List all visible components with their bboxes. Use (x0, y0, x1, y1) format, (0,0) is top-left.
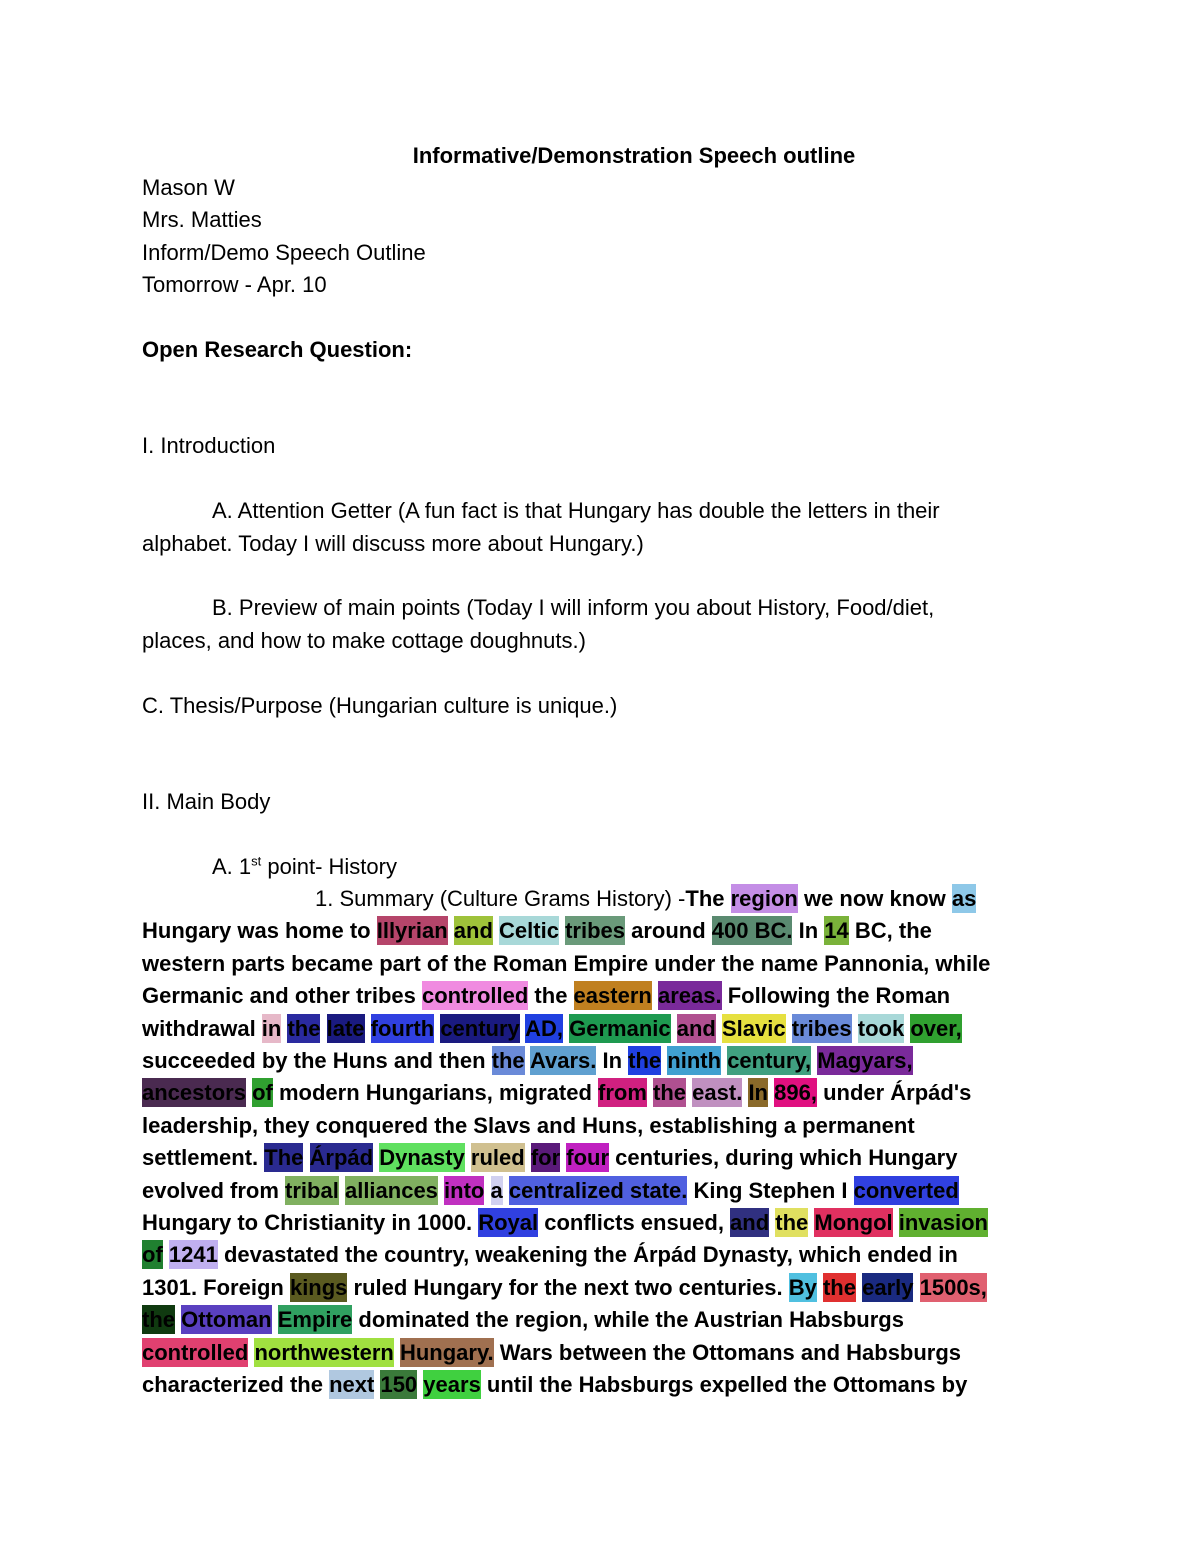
paragraph-text: Hungary to Christianity in 1000. (142, 1210, 479, 1235)
paragraph-text (671, 1016, 677, 1041)
paragraph-text: we now know (797, 886, 952, 911)
intro-heading: I. Introduction (142, 433, 276, 458)
highlighted-word: AD, (525, 1015, 563, 1041)
highlighted-word: region (730, 886, 798, 911)
paragraph-text: western parts became part of the Roman Empire under the name Pannonia, while (142, 950, 991, 976)
highlighted-word: and (453, 918, 493, 944)
highlighted-word: 400 BC. (711, 918, 793, 944)
paragraph-text (913, 1275, 919, 1300)
student-name: Mason W (142, 175, 235, 200)
highlighted-word: and (676, 1015, 716, 1041)
highlighted-word: Celtic (499, 918, 559, 944)
highlighted-word: next (329, 1372, 375, 1397)
paragraph-line (142, 1014, 962, 1044)
point-a-suffix: point- History (261, 854, 397, 879)
paragraph-line (142, 1208, 988, 1238)
paragraph-text (163, 1242, 169, 1267)
highlighted-word: converted (853, 1177, 959, 1203)
paragraph-text: King Stephen I (687, 1177, 854, 1203)
preview-line2: places, and how to make cottage doughnuts.) (142, 628, 586, 653)
highlighted-word: centralized state. (508, 1177, 688, 1203)
paragraph-text: Germanic and other tribes (142, 983, 422, 1009)
paragraph-text: under Árpád's (816, 1080, 972, 1106)
paragraph-text: characterized the (142, 1372, 330, 1397)
highlighted-word: the (287, 1015, 321, 1041)
highlighted-word: Slavic (721, 1015, 786, 1041)
paragraph-line (142, 1143, 957, 1173)
paragraph-line (142, 1111, 915, 1141)
highlighted-word: invasion (898, 1210, 988, 1235)
highlighted-word: the (142, 1307, 175, 1333)
attention-getter-line2: alphabet. Today I will discuss more about Hungary.) (142, 531, 644, 556)
highlighted-word: century, (727, 1048, 812, 1073)
highlighted-word: of (252, 1080, 273, 1106)
highlighted-word: over, (910, 1015, 962, 1041)
highlighted-word: 1500s, (919, 1274, 987, 1300)
paragraph-line (142, 1078, 971, 1108)
paragraph-text: settlement. (142, 1145, 265, 1171)
document-title: Informative/Demonstration Speech outline (412, 143, 856, 168)
paragraph-text: succeeded by the Huns and then (142, 1048, 492, 1073)
highlighted-word: as (951, 886, 977, 911)
highlighted-word: Mongol (814, 1210, 893, 1235)
teacher-name: Mrs. Matties (142, 207, 262, 232)
paragraph-line (142, 1046, 913, 1076)
paragraph-text: withdrawal (142, 1015, 262, 1041)
highlighted-word: alliances (344, 1177, 438, 1203)
highlighted-word: Magyars, (817, 1048, 913, 1073)
highlighted-word: 896, (774, 1080, 817, 1106)
highlighted-word: By (788, 1274, 817, 1300)
paragraph-text (786, 1016, 792, 1041)
highlighted-word: Empire (277, 1307, 353, 1333)
highlighted-word: In (748, 1080, 768, 1106)
highlighted-word: of (142, 1242, 163, 1268)
paragraph-line (142, 1240, 958, 1270)
highlighted-word: 1241 (168, 1242, 218, 1268)
highlighted-word: the (491, 1048, 525, 1073)
highlighted-word: took (857, 1015, 905, 1041)
highlighted-word: a (490, 1177, 503, 1203)
highlighted-word: from (598, 1080, 647, 1106)
paragraph-line (142, 981, 950, 1011)
highlighted-word: century (440, 1015, 520, 1041)
highlighted-word: Avars. (529, 1048, 597, 1073)
highlighted-word: 150 (380, 1372, 418, 1397)
paragraph-text (893, 1210, 899, 1235)
highlighted-word: Illyrian (376, 918, 448, 944)
highlighted-word: Ottoman (181, 1307, 272, 1333)
highlighted-word: into (444, 1177, 485, 1203)
highlighted-word: the (822, 1274, 856, 1300)
paragraph-text: The (685, 886, 731, 911)
highlighted-word: east. (692, 1080, 743, 1106)
paragraph-text (320, 1016, 326, 1041)
paragraph-text: until the Habsburgs expelled the Ottomans by (480, 1372, 968, 1397)
paragraph-text (365, 1016, 371, 1041)
paragraph-line (142, 916, 932, 946)
highlighted-word: late (326, 1015, 365, 1041)
paragraph-text (525, 1145, 531, 1170)
highlighted-word: years (423, 1372, 481, 1397)
highlighted-word: northwestern (254, 1339, 394, 1365)
paragraph-line (685, 884, 976, 914)
paragraph-line (142, 1305, 904, 1335)
highlighted-word: in (261, 1015, 282, 1041)
paragraph-text: modern Hungarians, migrated (272, 1080, 599, 1106)
paragraph-text (272, 1307, 278, 1332)
highlighted-word: tribes (791, 1015, 852, 1041)
highlighted-word: ruled (470, 1145, 525, 1171)
point-a-superscript: st (251, 853, 262, 869)
highlighted-word: fourth (370, 1015, 435, 1041)
highlighted-word: Royal (478, 1210, 539, 1235)
paragraph-text (852, 1016, 858, 1041)
paragraph-text (484, 1178, 490, 1203)
paragraph-text: dominated the region, while the Austrian Habsburgs (352, 1307, 904, 1333)
highlighted-word: ancestors (142, 1080, 246, 1106)
highlighted-word: The (264, 1145, 304, 1171)
highlighted-word: Árpád (309, 1145, 374, 1171)
paragraph-text: In (792, 918, 825, 944)
attention-getter-line1: A. Attention Getter (A fun fact is that Hungary has double the letters in their (212, 498, 940, 523)
paragraph-text: BC, the (848, 918, 932, 944)
point-a-prefix: A. 1 (212, 854, 252, 879)
highlighted-word: the (653, 1080, 687, 1106)
paragraph-text: centuries, during which Hungary (609, 1145, 958, 1171)
highlighted-word: tribes (565, 918, 625, 944)
paragraph-line (142, 1370, 967, 1400)
highlighted-word: Dynasty (379, 1145, 465, 1171)
research-question-label: Open Research Question: (142, 337, 413, 362)
paragraph-text (503, 1178, 509, 1203)
paragraph-text: devastated the country, weakening the Árpád Dynasty, which ended in (217, 1242, 958, 1268)
paragraph-text (303, 1145, 309, 1170)
paragraph-text: leadership, they conquered the Slavs and Huns, establishing a permanent (142, 1112, 915, 1138)
paragraph-text: the (528, 983, 574, 1009)
paragraph-text: evolved from (142, 1177, 286, 1203)
highlighted-word: Germanic (569, 1015, 671, 1041)
point-a-history (212, 852, 397, 882)
paragraph-text: Following the Roman (721, 983, 951, 1009)
highlighted-word: early (862, 1274, 914, 1300)
paragraph-text: Wars between the Ottomans and Habsburgs (493, 1339, 962, 1365)
paragraph-line (142, 1176, 959, 1206)
highlighted-word: areas. (657, 983, 722, 1009)
highlighted-word: for (530, 1145, 561, 1171)
highlighted-word: controlled (421, 983, 529, 1009)
paragraph-line (142, 949, 990, 979)
preview-line1: B. Preview of main points (Today I will inform you about History, Food/diet, (212, 595, 935, 620)
paragraph-text: around (624, 918, 712, 944)
paragraph-line (142, 1338, 961, 1368)
due-date: Tomorrow - Apr. 10 (142, 272, 327, 297)
highlighted-word: kings (289, 1274, 348, 1300)
highlighted-word: four (566, 1145, 610, 1171)
paragraph-text (465, 1145, 471, 1170)
highlighted-word: and (730, 1210, 770, 1235)
highlighted-word: controlled (142, 1339, 249, 1365)
paragraph-text: Hungary was home to (142, 918, 377, 944)
highlighted-word: 14 (824, 918, 849, 944)
thesis-line: C. Thesis/Purpose (Hungarian culture is unique.) (142, 693, 618, 718)
paragraph-line (142, 1273, 987, 1303)
summary-prefix: 1. Summary (Culture Grams History) - (315, 886, 686, 911)
paragraph-text (448, 918, 454, 943)
highlighted-word: ninth (667, 1048, 722, 1073)
highlighted-word: Hungary. (399, 1339, 494, 1365)
highlighted-word: eastern (573, 983, 652, 1009)
highlighted-word: the (775, 1210, 809, 1235)
highlighted-word: the (628, 1048, 662, 1073)
paragraph-text: 1301. Foreign (142, 1274, 290, 1300)
assignment-name: Inform/Demo Speech Outline (142, 240, 426, 265)
paragraph-text: In (596, 1048, 629, 1073)
main-body-heading: II. Main Body (142, 789, 271, 814)
paragraph-text: ruled Hungary for the next two centuries. (347, 1274, 789, 1300)
highlighted-word: tribal (285, 1177, 339, 1203)
paragraph-text: conflicts ensued, (538, 1210, 731, 1235)
